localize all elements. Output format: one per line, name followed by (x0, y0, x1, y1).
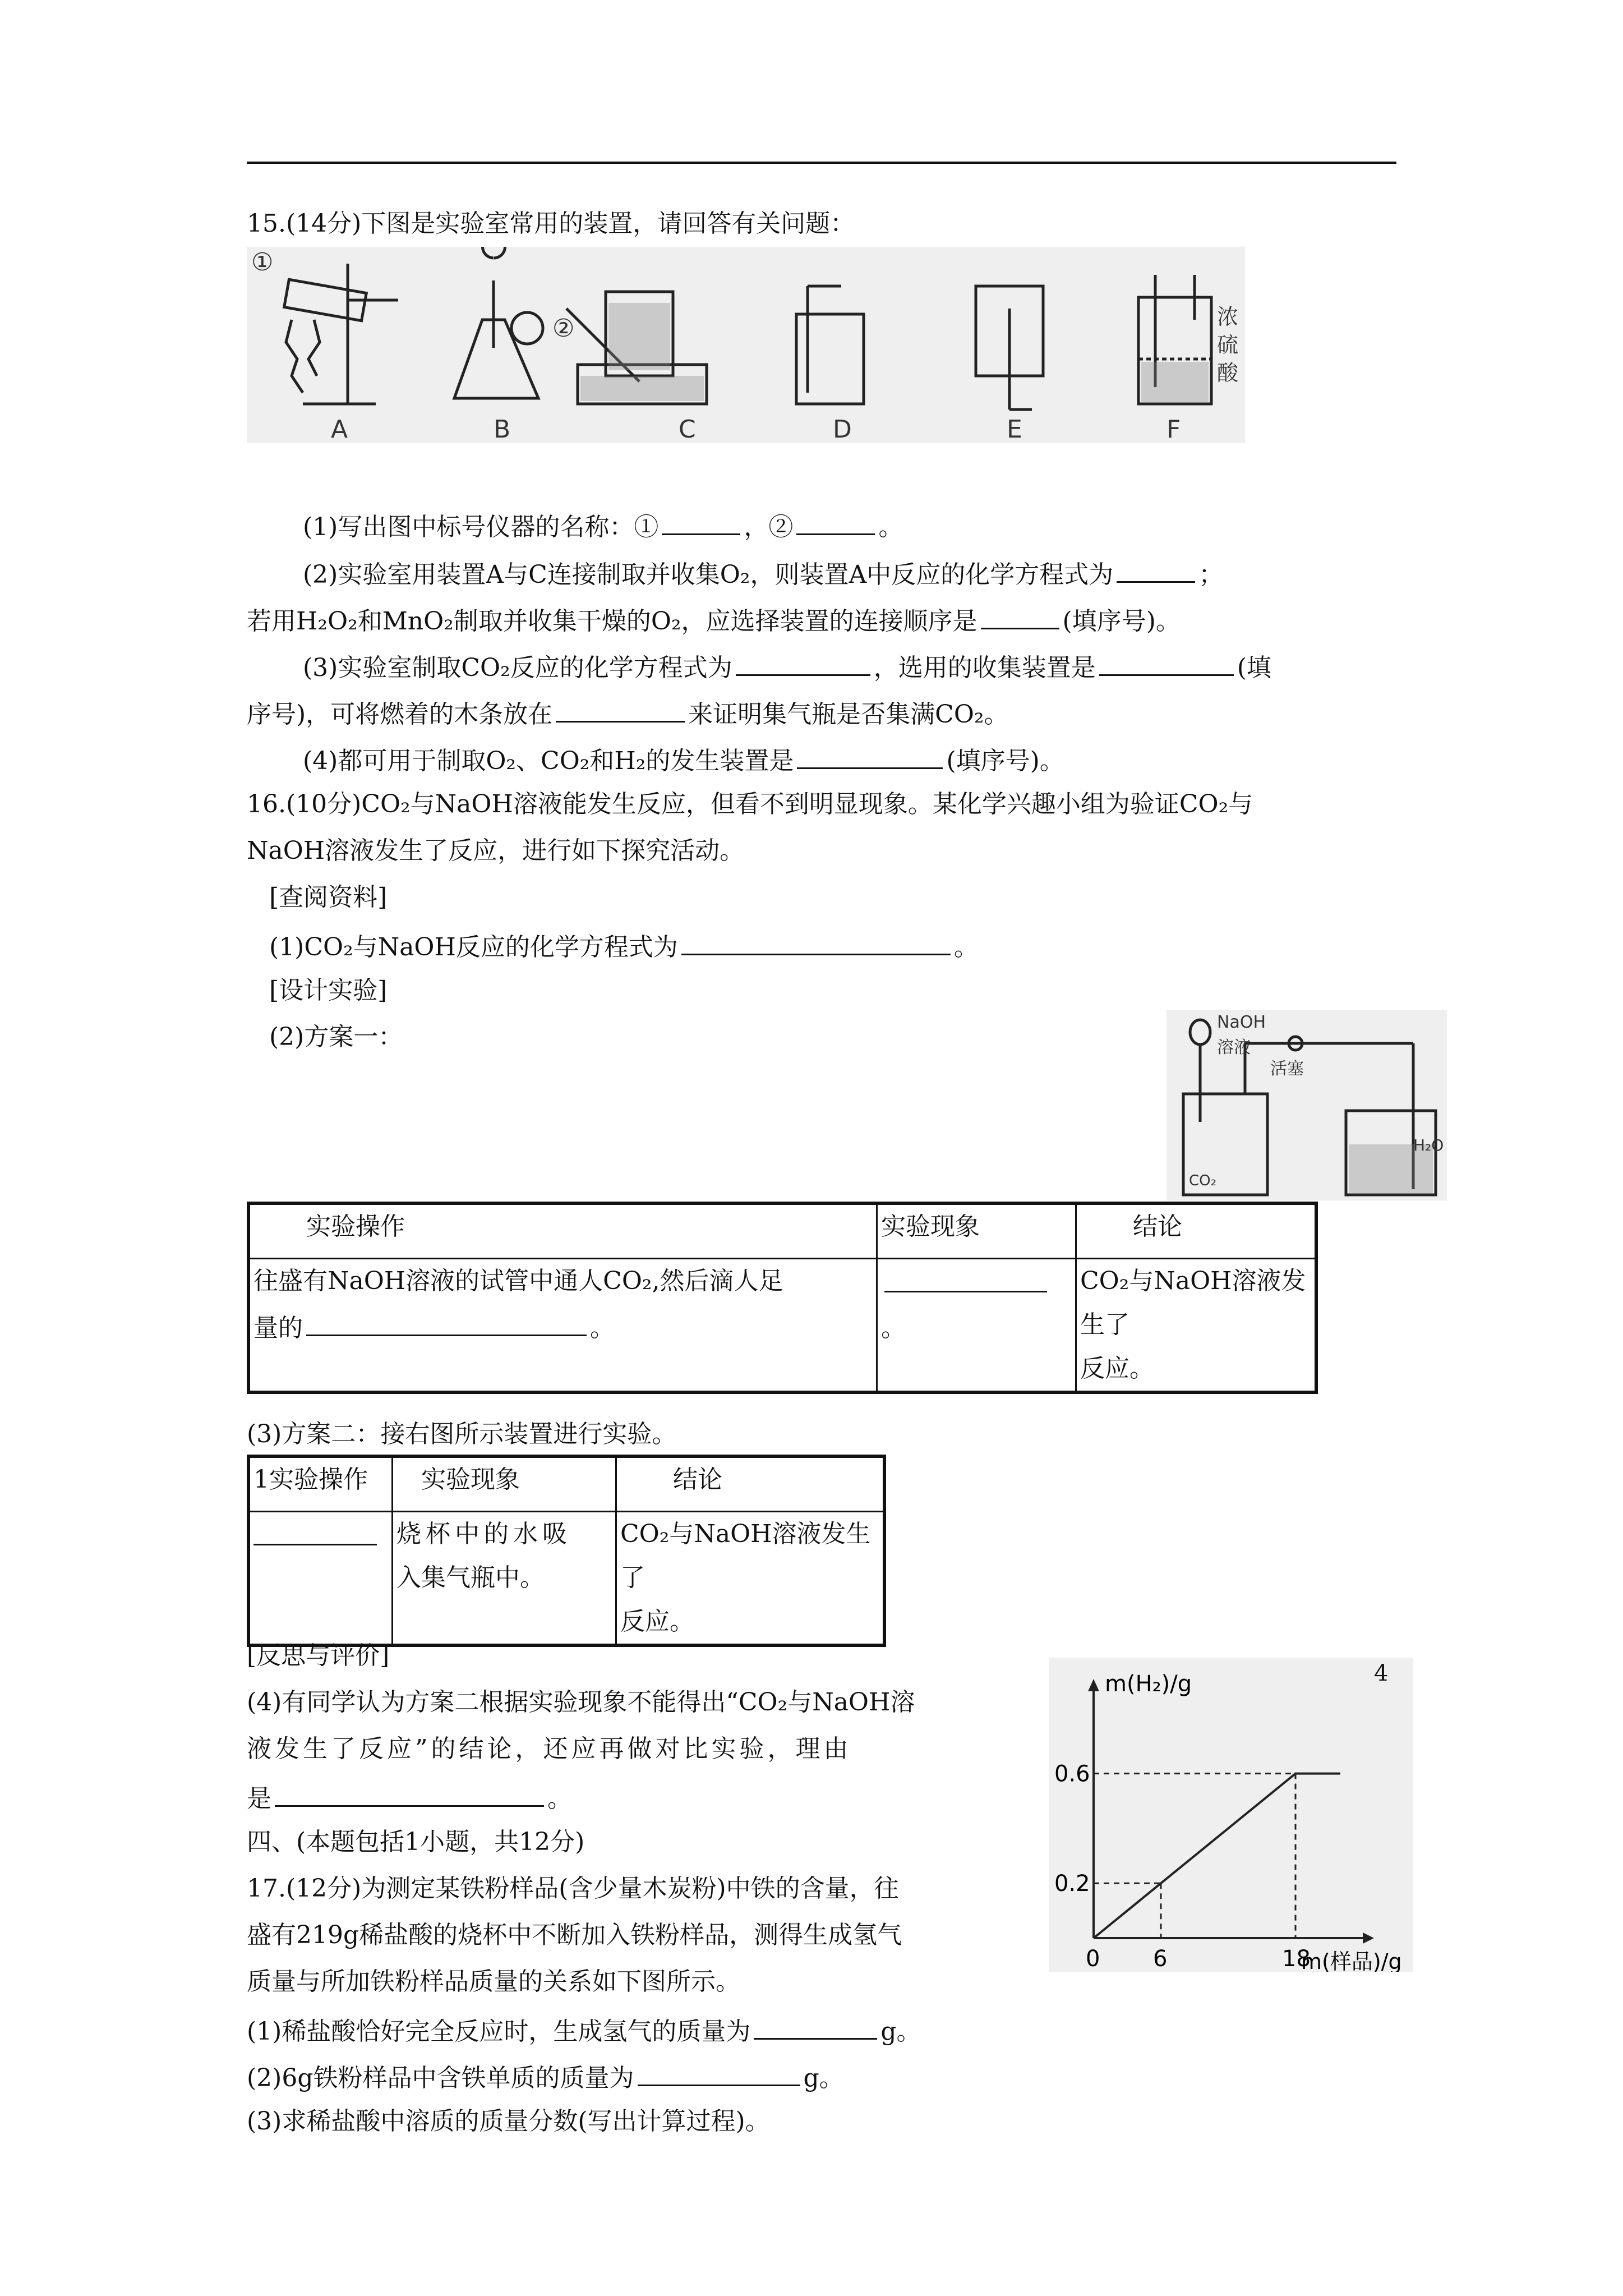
t1-header-phenomenon: 实验现象 (877, 1203, 1076, 1258)
apparatus-drawings (247, 247, 1245, 443)
q15-p3-line2: 序号)，可将燃着的木条放在 来证明集气瓶是否集满CO₂。 (247, 689, 1009, 737)
q16-p4-line2: 液发生了反应”的结论，还应再做对比实验，理由 (247, 1734, 852, 1763)
answer-blank[interactable] (556, 689, 685, 723)
x-axis-arrow (1363, 1932, 1374, 1944)
label-a: A (331, 415, 348, 444)
q15-p2-line2: 若用H₂O₂和MnO₂制取并收集干燥的O₂，应选择装置的连接顺序是 (填序号)。 (247, 596, 1181, 643)
t2-header-conclusion: 结论 (616, 1456, 885, 1511)
answer-blank[interactable] (681, 922, 951, 955)
h2-series-line (1094, 1774, 1340, 1938)
q15-apparatus-figure (247, 247, 1245, 443)
answer-blank[interactable] (797, 736, 943, 769)
y-axis-label: m(H₂)/g (1105, 1671, 1192, 1697)
h2-mass-chart-panel (1049, 1658, 1413, 1972)
label-d: D (833, 415, 852, 444)
q16-p4-line3: 是 。 (247, 1774, 572, 1821)
y-axis-arrow (1088, 1679, 1099, 1691)
valve-label: 活塞 (1270, 1059, 1304, 1079)
t2-operation (248, 1511, 393, 1645)
scheme1-table (247, 1202, 1318, 1394)
t2-conclusion: CO₂与NaOH溶液发生了 反应。 (616, 1511, 885, 1645)
q16-section-design: [设计实验] (269, 976, 388, 1005)
answer-blank[interactable] (736, 643, 870, 676)
label-conc-sulfuric: 浓硫酸 (1217, 305, 1239, 385)
q16-p2: (2)方案一： (269, 1023, 403, 1051)
q17-p2: (2)6g铁粉样品中含铁单质的质量为 g。 (247, 2053, 844, 2100)
label-f: F (1166, 415, 1181, 444)
header-rule (247, 162, 1396, 164)
t2-header-phenomenon: 实验现象 (393, 1456, 616, 1511)
label-b: B (494, 415, 511, 444)
section-4-heading: 四、(本题包括1小题，共12分) (247, 1828, 585, 1856)
q15-p3-line1: (3)实验室制取CO₂反应的化学方程式为 ，选用的收集装置是 (填 (303, 643, 1271, 690)
scheme2-table (247, 1455, 886, 1647)
label-c: C (679, 415, 696, 444)
q16-section-lookup: [查阅资料] (269, 883, 388, 912)
q17-stem-3: 质量与所加铁粉样品质量的关系如下图所示。 (247, 1967, 740, 1996)
q16-intro-1: 16.(10分)CO₂与NaOH溶液能发生反应，但看不到明显现象。某化学兴趣小组为验证CO₂与 (247, 790, 1253, 818)
naoh-label: NaOH (1217, 1013, 1266, 1032)
marker-1: ① (251, 248, 274, 277)
label-e: E (1007, 415, 1022, 444)
x-tick-label-0: 0 (1086, 1946, 1100, 1972)
q16-p3: (3)方案二：接右图所示装置进行实验。 (247, 1420, 677, 1448)
q16-p4-line1: (4)有同学认为方案二根据实验现象不能得出“CO₂与NaOH溶 (247, 1688, 915, 1717)
answer-blank[interactable] (638, 2053, 800, 2086)
co2-naoh-apparatus (1166, 1010, 1447, 1200)
answer-blank[interactable] (306, 1303, 587, 1336)
q15-p4: (4)都可用于制取O₂、CO₂和H₂的发生装置是 (填序号)。 (303, 736, 1064, 783)
t2-phenomenon: 烧杯中的水吸 入集气瓶中。 (393, 1511, 616, 1645)
y-tick-label-0.2: 0.2 (1054, 1871, 1090, 1897)
water-label: H₂O (1413, 1136, 1444, 1154)
answer-blank[interactable] (981, 596, 1059, 629)
t1-phenomenon: 。 (877, 1258, 1076, 1392)
y-tick-label-0.6: 0.6 (1054, 1761, 1090, 1787)
q16-section-reflect: [反思与评价] (247, 1641, 390, 1670)
co2-label: CO₂ (1189, 1172, 1217, 1189)
t1-operation: 往盛有NaOH溶液的试管中通人CO₂,然后滴人足 量的 。 (248, 1258, 877, 1392)
q15-p1: (1)写出图中标号仪器的名称：① ，② 。 (303, 502, 903, 549)
marker-2: ② (552, 314, 575, 343)
t1-conclusion: CO₂与NaOH溶液发生了 反应。 (1076, 1258, 1317, 1392)
answer-blank[interactable] (884, 1259, 1047, 1292)
answer-blank[interactable] (754, 2007, 877, 2040)
t2-header-operation: 1实验操作 (248, 1456, 393, 1511)
answer-blank[interactable] (662, 502, 740, 535)
q15-stem: 15.(14分)下图是实验室常用的装置，请回答有关问题： (247, 209, 855, 238)
h2-mass-chart (1049, 1658, 1413, 1972)
solution-label: 溶液 (1217, 1038, 1251, 1057)
answer-blank[interactable] (275, 1774, 544, 1807)
q16-intro-2: NaOH溶液发生了反应，进行如下探究活动。 (247, 836, 745, 865)
page-number: 4 (1374, 1660, 1389, 1686)
q16-apparatus-figure (1166, 1010, 1447, 1200)
q15-p2-line1: (2)实验室用装置A与C连接制取并收集O₂，则装置A中反应的化学方程式为 ； (303, 550, 1223, 597)
x-tick-label-6: 6 (1153, 1946, 1168, 1972)
q17-stem-2: 盛有219g稀盐酸的烧杯中不断加入铁粉样品，测得生成氢气 (247, 1921, 902, 1949)
x-tick-label-18: 18 (1282, 1946, 1311, 1972)
t1-header-conclusion: 结论 (1076, 1203, 1317, 1258)
answer-blank[interactable] (1099, 643, 1234, 676)
x-axis-label: m(样品)/g (1301, 1949, 1402, 1972)
q17-p3: (3)求稀盐酸中溶质的质量分数(写出计算过程)。 (247, 2107, 770, 2136)
answer-blank[interactable] (253, 1512, 377, 1545)
t1-header-operation: 实验操作 (248, 1203, 877, 1258)
answer-blank[interactable] (796, 502, 875, 535)
q16-p1: (1)CO₂与NaOH反应的化学方程式为 。 (269, 922, 979, 969)
q17-p1: (1)稀盐酸恰好完全反应时，生成氢气的质量为 g。 (247, 2007, 921, 2054)
answer-blank[interactable] (1117, 550, 1195, 583)
q17-stem-1: 17.(12分)为测定某铁粉样品(含少量木炭粉)中铁的含量，往 (247, 1874, 899, 1903)
